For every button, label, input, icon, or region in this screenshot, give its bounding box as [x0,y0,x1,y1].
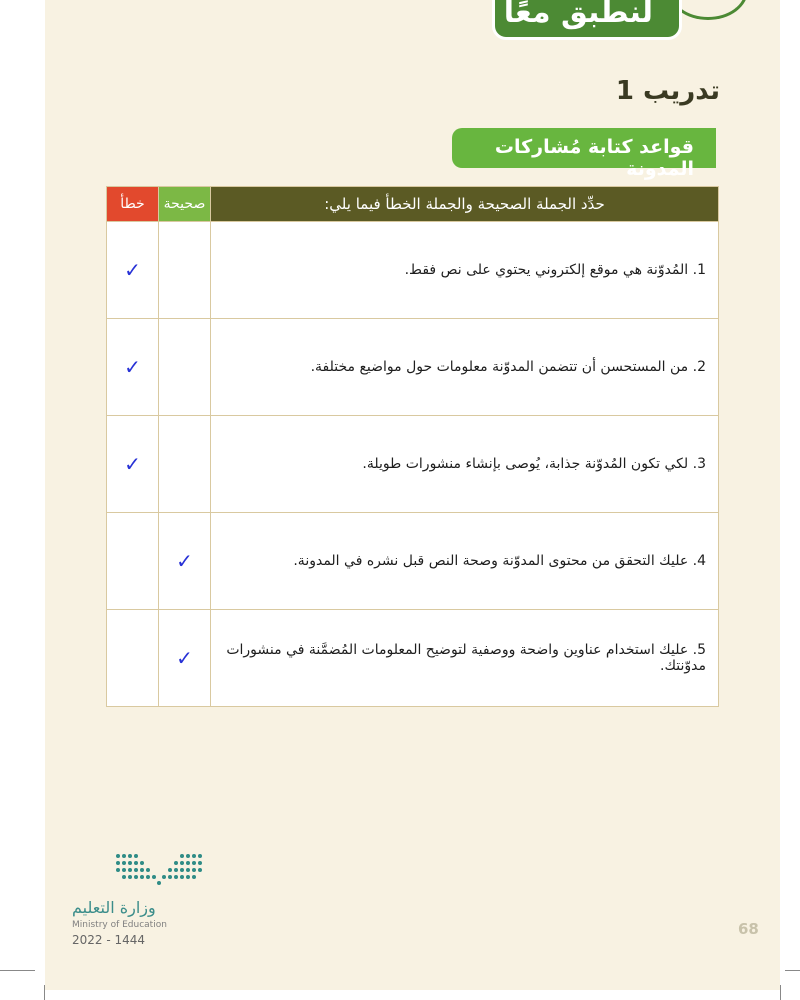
table-row [107,222,719,319]
lets-apply-banner [492,0,682,40]
crop-mark [0,970,35,971]
table-header-row [107,187,719,222]
header-question: حدِّد الجملة الصحيحة والجملة الخطأ فيما يلي: [211,187,719,222]
wrong-cell[interactable]: ✓ [107,416,159,513]
correct-cell[interactable]: ✓ [159,610,211,707]
statement-text: 3. لكي تكون المُدوّنة جذابة، يُوصى بإنشاء منشورات طويلة. [211,416,719,513]
correct-cell[interactable] [159,319,211,416]
statement-text: 2. من المستحسن أن تتضمن المدوّنة معلومات حول مواضيع مختلفة. [211,319,719,416]
correct-cell[interactable] [159,416,211,513]
banner-label: لنطبق معًا [503,0,653,30]
statement-text: 1. المُدوّنة هي موقع إلكتروني يحتوي على نص فقط. [211,222,719,319]
section-bar [452,128,716,180]
table-row [107,513,719,610]
ministry-logo-icon [114,852,204,886]
statement-text: 5. عليك استخدام عناوين واضحة ووصفية لتوضيح المعلومات المُضمَّنة في منشورات مدوّنتك. [211,610,719,707]
header-correct: صحيحة [159,187,211,222]
section-label: قواعد كتابة مُشاركات المدونة [494,136,694,180]
statement-text: 4. عليك التحقق من محتوى المدوّنة وصحة النص قبل نشره في المدونة. [211,513,719,610]
ministry-name-english: Ministry of Education [72,920,167,930]
ministry-name-arabic: وزارة التعليم [72,898,156,917]
edition-year: 2022 - 1444 [72,933,146,947]
correct-cell[interactable] [159,222,211,319]
wrong-cell[interactable] [107,513,159,610]
wrong-cell[interactable]: ✓ [107,319,159,416]
wrong-cell[interactable]: ✓ [107,222,159,319]
crop-mark [780,985,781,1000]
header-wrong: خطأ [107,187,159,222]
wrong-cell[interactable] [107,610,159,707]
table-row [107,319,719,416]
crop-mark [785,970,800,971]
correct-cell[interactable]: ✓ [159,513,211,610]
page-number: 68 [738,920,759,938]
true-false-table [106,186,719,707]
exercise-title: تدريب 1 [615,76,720,106]
table-row [107,416,719,513]
table-row [107,610,719,707]
crop-mark [44,985,45,1000]
